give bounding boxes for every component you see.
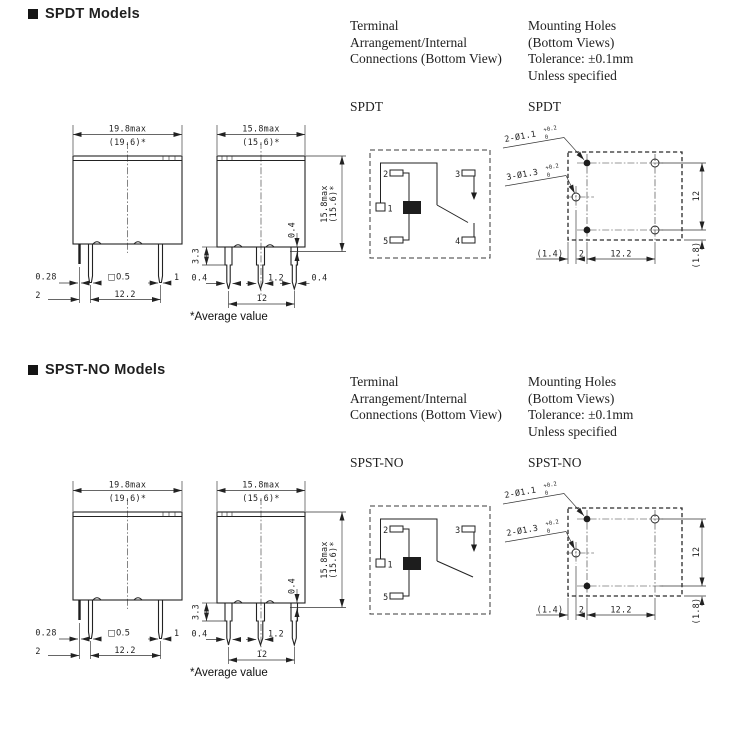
side-pin-mid-dim: 1.2: [267, 272, 285, 283]
terminal-arrangement-header: Terminal Arrangement/Internal Connections (Bottom View): [350, 18, 502, 66]
terminal-5-label: 5: [383, 236, 389, 246]
hole-callout-b: [505, 519, 575, 549]
terminal-2-label: 2: [383, 169, 389, 179]
mounting-hole-symbols: [572, 159, 659, 234]
side-pitch-dim: 12: [256, 649, 268, 659]
front-width-max: 19.8max: [108, 123, 147, 134]
side-seat-dim: 0.4: [286, 577, 297, 594]
terminal-4-label: 4: [455, 236, 461, 246]
side-standoff-dimension: [191, 603, 226, 621]
terminal-3-label: 3: [455, 169, 461, 179]
side-pin-left-dim: 0.4: [191, 628, 208, 639]
section-spst-no: [0, 358, 752, 733]
terminal-schematic: [362, 501, 497, 623]
side-width-avg: (15.6)*: [242, 493, 280, 503]
terminal-5-label: 5: [383, 592, 389, 602]
front-width-avg: (19.6)*: [108, 493, 147, 503]
front-pitch-b-dim: 12.2: [114, 289, 136, 299]
front-width-avg: (19.6)*: [108, 137, 147, 147]
front-pitch-a-dim: 2: [35, 290, 41, 300]
mounting-holes-drawing: [500, 474, 752, 656]
mounting-offset-x: (1.4): [536, 604, 564, 615]
side-standoff-dim: 3.3: [190, 247, 201, 265]
schematic-type-label: SPST-NO: [350, 455, 404, 470]
side-view-drawing: [190, 112, 365, 342]
contact-arrow-icon: [471, 193, 477, 201]
front-pin-dimensions: [35, 267, 179, 303]
mounting-bottom-dimensions: [536, 210, 655, 264]
hole-b-label: 3-Ø1.3: [505, 166, 539, 182]
side-width-max: 15.8max: [242, 123, 280, 134]
section-title-spst-no: [28, 362, 165, 378]
side-top-dimension: [217, 480, 305, 512]
square-bullet-icon: [28, 365, 38, 375]
hole-a-tol-sub: 0: [544, 490, 549, 497]
front-pin-a-dim: 0.28: [35, 271, 57, 282]
mounting-pitch-y: 12: [691, 190, 701, 202]
section-title-text: SPDT Models: [45, 6, 140, 22]
side-pin-mid-dim: 1.2: [267, 628, 285, 639]
section-title-spdt: [28, 6, 140, 22]
mounting-pitch-x: 12.2: [610, 604, 632, 615]
coil-symbol: [403, 201, 421, 214]
mounting-hole-symbols: [572, 515, 659, 589]
terminal-arrangement-header: Terminal Arrangement/Internal Connections (Bottom View): [350, 374, 502, 422]
hole-callout-a: [503, 125, 584, 160]
hole-b-tol-sub: 0: [546, 172, 551, 179]
mounting-right-dimensions: [660, 163, 707, 268]
hole-a-label: 2-Ø1.1: [503, 484, 537, 500]
front-pin-b-dim: □0.5: [107, 627, 131, 638]
front-view-drawing: [22, 468, 202, 668]
hole-a-tol-sup: +0.2: [543, 481, 558, 490]
hole-callout-b: [505, 163, 575, 193]
side-height-dimension: [305, 156, 346, 252]
schematic-terminals: [376, 525, 475, 602]
hole-a-tol-sub: 0: [544, 134, 549, 141]
hole-b-tol-sub: 0: [546, 528, 551, 535]
mounting-offset-x: (1.4): [536, 248, 564, 259]
mounting-centerlines: [566, 154, 665, 240]
mounting-pitch-x: 12.2: [610, 248, 632, 259]
hole-a-label: 2-Ø1.1: [503, 128, 537, 144]
side-standoff-dimension: [191, 247, 226, 265]
hole-b-label: 2-Ø1.3: [505, 522, 539, 538]
side-top-dimension: [217, 124, 305, 156]
schematic-type-label: SPDT: [350, 99, 384, 114]
terminal-schematic: [362, 145, 497, 267]
hole-callout-a: [503, 481, 584, 516]
side-seat-dim: 0.4: [286, 221, 297, 238]
mounting-type-label: SPDT: [528, 99, 562, 114]
schematic-terminals: [376, 169, 475, 246]
side-pin-left-dim: 0.4: [191, 272, 208, 283]
terminal-2-label: 2: [383, 525, 389, 535]
side-height-dimension: [305, 512, 346, 608]
mounting-offset-x2: 2: [578, 248, 585, 259]
side-standoff-dim: 3.3: [190, 603, 201, 621]
mounting-type-label: SPST-NO: [528, 455, 582, 470]
mounting-offset-y: (1.8): [691, 241, 701, 269]
mounting-pitch-y: 12: [691, 546, 701, 558]
front-pin-dimensions: [35, 623, 179, 659]
front-top-dimension: [73, 480, 182, 512]
mounting-right-dimensions: [660, 519, 707, 624]
side-height-avg: (15.6)*: [328, 541, 338, 579]
front-width-max: 19.8max: [108, 479, 147, 490]
square-bullet-icon: [28, 9, 38, 19]
side-height-max: 15.8max: [319, 185, 329, 223]
side-pin-dimensions: [191, 273, 327, 309]
front-pin-c-dim: 1: [174, 628, 180, 638]
mounting-offset-x2: 2: [578, 604, 585, 615]
mounting-centerlines: [566, 510, 665, 596]
mounting-holes-header: Mounting Holes (Bottom Views) Tolerance: ±0.1mm Unless specified: [528, 374, 634, 439]
average-value-note: *Average value: [190, 311, 268, 323]
front-pin-b-dim: □0.5: [107, 271, 131, 282]
side-height-max: 15.8max: [319, 541, 329, 579]
front-pitch-b-dim: 12.2: [114, 645, 136, 655]
contact-arrow-icon: [471, 545, 477, 553]
front-pin-c-dim: 1: [174, 272, 180, 282]
hole-b-tol-sup: +0.2: [545, 519, 560, 528]
side-seat-dimension: [287, 222, 347, 265]
mounting-holes-header: Mounting Holes (Bottom Views) Tolerance: ±0.1mm Unless specified: [528, 18, 634, 83]
coil-symbol: [403, 557, 421, 570]
hole-b-tol-sup: +0.2: [545, 163, 560, 172]
side-pitch-dim: 12: [256, 293, 268, 303]
hole-a-tol-sup: +0.2: [543, 125, 558, 134]
side-width-max: 15.8max: [242, 479, 280, 490]
terminal-1-label: 1: [387, 203, 393, 214]
side-view-drawing: [190, 468, 365, 698]
mounting-bottom-dimensions: [536, 566, 655, 620]
section-title-text: SPST-NO Models: [45, 362, 166, 378]
front-pitch-a-dim: 2: [35, 646, 41, 656]
mounting-offset-y: (1.8): [691, 597, 701, 625]
terminal-3-label: 3: [455, 525, 461, 535]
terminal-1-label: 1: [387, 559, 393, 570]
side-height-avg: (15.6)*: [328, 185, 338, 223]
side-seat-dimension: [287, 578, 347, 621]
average-value-note: *Average value: [190, 667, 268, 679]
side-pin-right-dim: 0.4: [311, 272, 328, 283]
side-pin-dimensions: [191, 629, 294, 665]
front-top-dimension: [73, 124, 182, 156]
front-view-drawing: [22, 112, 202, 312]
front-pin-a-dim: 0.28: [35, 627, 57, 638]
section-spdt: [0, 2, 752, 358]
side-width-avg: (15.6)*: [242, 137, 280, 147]
mounting-holes-drawing: [500, 118, 752, 300]
